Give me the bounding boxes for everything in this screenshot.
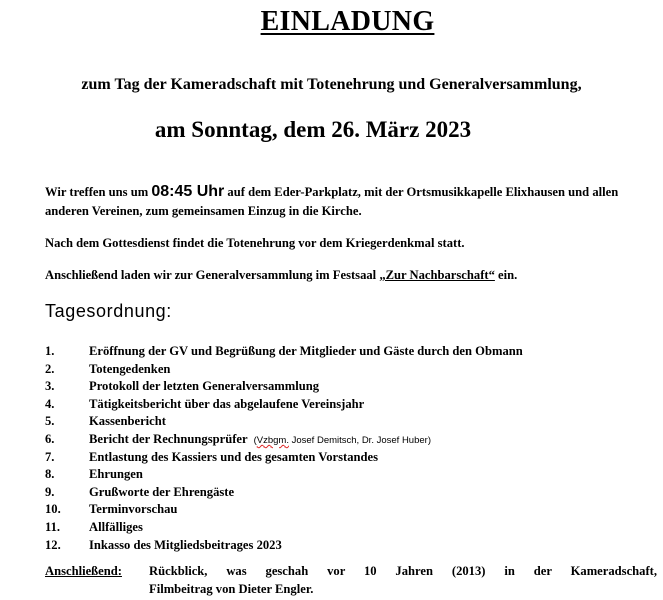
agenda-item xyxy=(45,449,657,467)
agenda-item xyxy=(45,413,657,431)
note-abbreviation: Vzbgm. xyxy=(256,434,289,446)
agenda-item-text: Entlastung des Kassiers und des gesamten Vorstandes xyxy=(89,449,379,464)
agenda-heading: Tagesordnung: xyxy=(45,301,172,321)
assembly-text-end: ein. xyxy=(494,268,518,282)
memorial-paragraph: Nach dem Gottesdienst findet die Totenehrung vor dem Kriegerdenkmal statt. xyxy=(45,236,465,250)
assembly-paragraph xyxy=(45,266,657,285)
agenda-item xyxy=(45,396,657,414)
meeting-text-start: Wir treffen uns um xyxy=(45,185,152,199)
agenda-item-number: 5. xyxy=(45,414,55,429)
agenda-item-text: Tätigkeitsbericht über das abgelaufene Vereinsjahr xyxy=(89,396,365,411)
agenda-item xyxy=(45,378,657,396)
agenda-item-text: Bericht der Rechnungsprüfer xyxy=(89,431,248,446)
meeting-text-end: auf dem Eder-Parkplatz, mit der Ortsmusikkapelle Elixhausen und allen anderen Vereinen, zum gemeinsamen Einzug in die Kirche. xyxy=(45,185,619,218)
agenda-item xyxy=(45,361,657,379)
agenda-item-number: 11. xyxy=(45,519,61,534)
agenda-item-number: 4. xyxy=(45,396,55,411)
agenda-item-number: 3. xyxy=(45,379,55,394)
agenda-item xyxy=(45,537,657,555)
agenda-item-text: Protokoll der letzten Generalversammlung xyxy=(89,379,320,394)
agenda-item-text: Terminvorschau xyxy=(89,502,178,517)
agenda-list xyxy=(45,343,657,554)
subtitle: zum Tag der Kameradschaft mit Totenehrung und Generalversammlung, xyxy=(81,76,582,93)
agenda-item-number: 10. xyxy=(45,502,61,517)
agenda-item-text: Grußworte der Ehrengäste xyxy=(89,484,235,499)
agenda-item-number: 8. xyxy=(45,467,55,482)
agenda-item-number: 7. xyxy=(45,449,55,464)
agenda-item-text: Ehrungen xyxy=(89,467,143,482)
agenda-item-number: 9. xyxy=(45,484,55,499)
agenda-item xyxy=(45,431,657,449)
meeting-time: 08:45 Uhr xyxy=(151,183,225,200)
agenda-item-number: 1. xyxy=(45,344,55,358)
venue-name: „Zur Nachbarschaft“ xyxy=(379,268,495,282)
event-date: am Sonntag, dem 26. März 2023 xyxy=(154,117,472,142)
agenda-item xyxy=(45,484,657,502)
agenda-item-text: Inkasso des Mitgliedsbeitrages 2023 xyxy=(89,537,282,552)
closing-label: Anschließend: xyxy=(45,564,122,578)
closing-line-2: Filmbeitrag von Dieter Engler. xyxy=(149,582,314,596)
auditors-note xyxy=(254,435,431,446)
assembly-text-start: Anschließend laden wir zur Generalversammlung im Festsaal xyxy=(45,268,380,282)
page-title: EINLADUNG xyxy=(260,6,435,37)
agenda-item-text: Totengedenken xyxy=(89,361,171,376)
agenda-item xyxy=(45,466,657,484)
agenda-item-number: 6. xyxy=(45,431,55,446)
note-open: ( xyxy=(253,434,257,446)
agenda-item-number: 2. xyxy=(45,361,55,376)
agenda-item xyxy=(45,519,657,537)
agenda-item xyxy=(45,501,657,519)
meeting-paragraph xyxy=(45,182,657,221)
agenda-item-text: Eröffnung der GV und Begrüßung der Mitglieder und Gäste durch den Obmann xyxy=(89,344,523,358)
closing-line-1: Rückblick, was geschah vor 10 Jahren (2013) in der Kameradschaft, xyxy=(149,564,657,578)
agenda-item xyxy=(45,343,657,361)
agenda-item-text: Kassenbericht xyxy=(89,414,166,429)
agenda-item-text: Allfälliges xyxy=(89,519,143,534)
agenda-item-number: 12. xyxy=(45,537,61,552)
note-names: Josef Demitsch, Dr. Josef Huber) xyxy=(288,434,431,446)
